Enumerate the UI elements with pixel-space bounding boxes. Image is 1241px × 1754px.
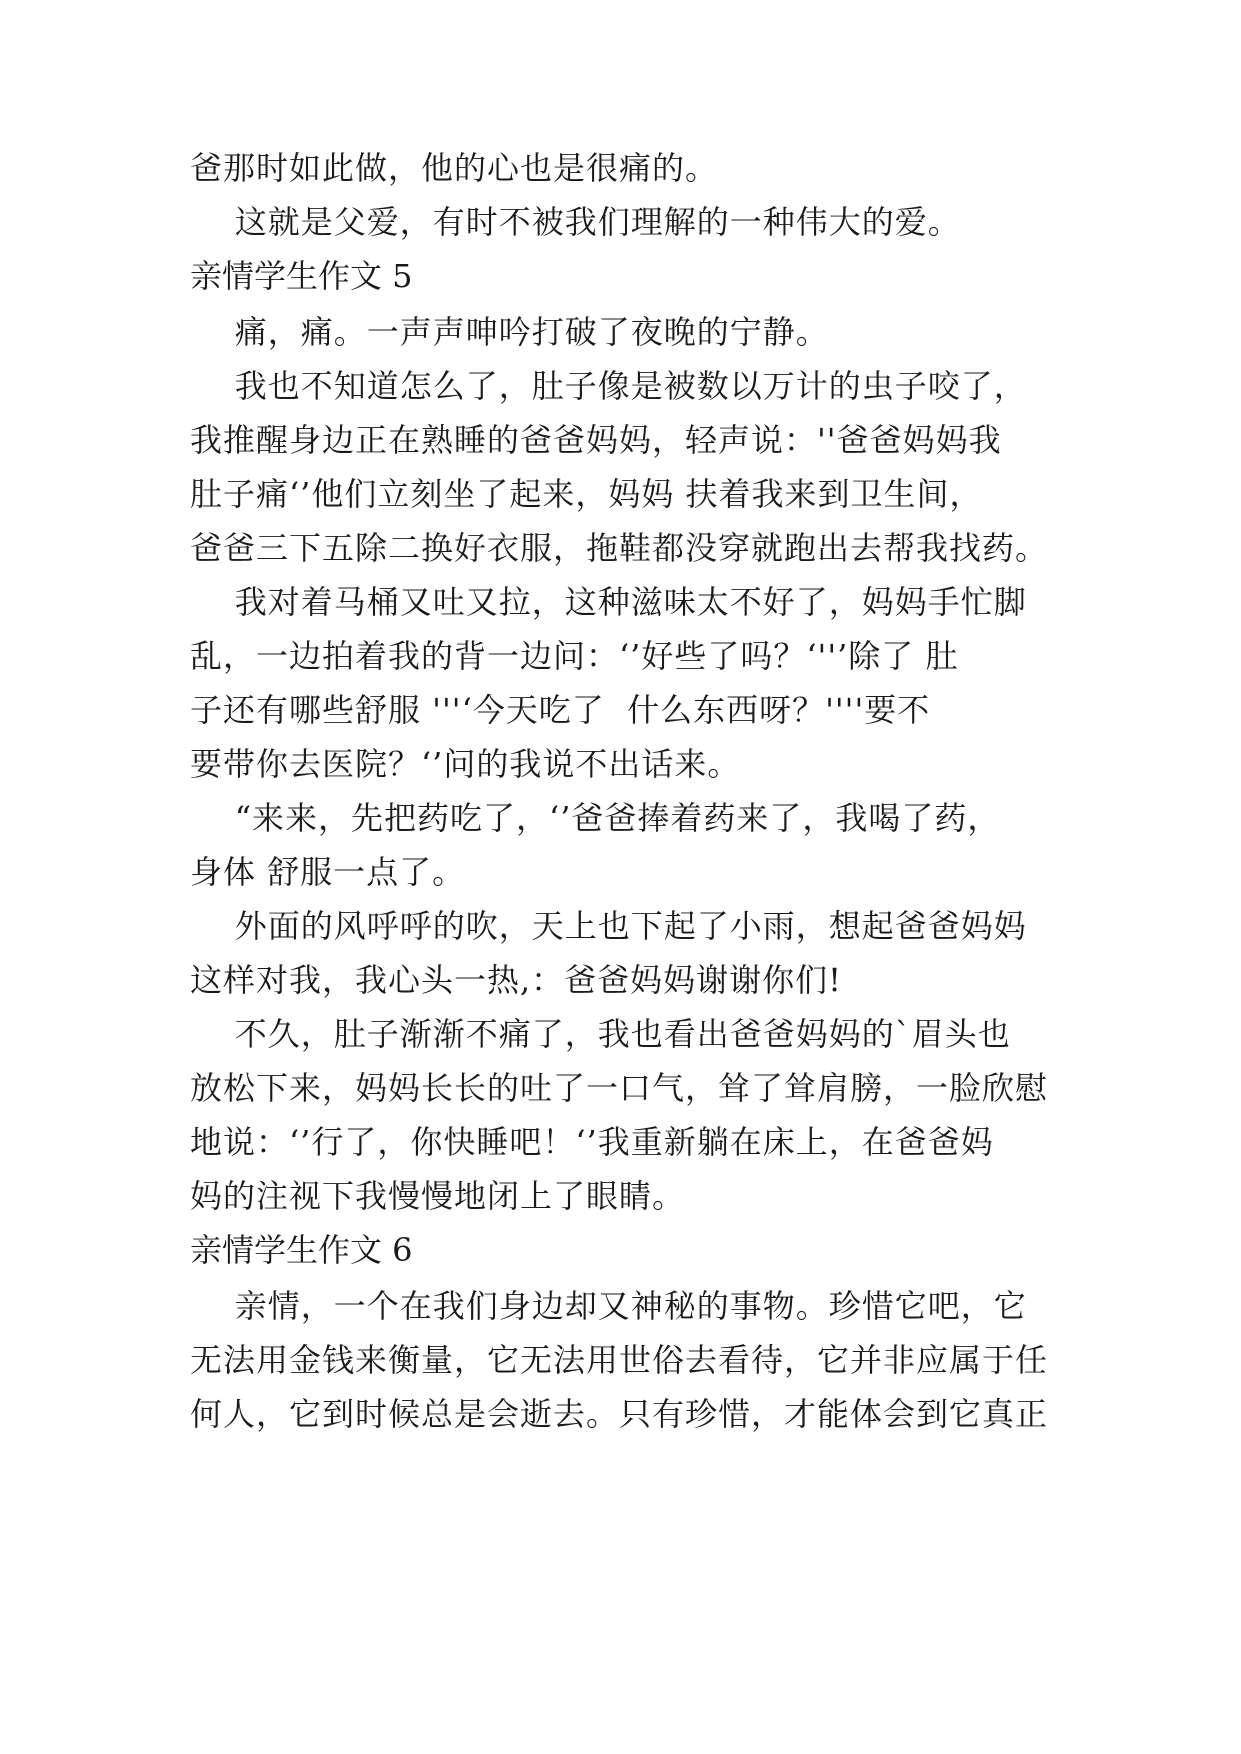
text-line: 爸爸三下五除二换好衣服，拖鞋都没穿就跑出去帮我找药。 — [190, 529, 1049, 567]
text-line: 我对着马桶又吐又拉，这种滋味太不好了，妈妈手忙脚 — [190, 583, 1027, 621]
text-line: 放松下来，妈妈长长的吐了一口气，耸了耸肩膀，一脸欣慰 — [190, 1069, 1049, 1107]
section-heading: 亲情学生作文 5 — [190, 257, 413, 295]
text-line: 这就是父爱，有时不被我们理解的一种伟大的爱。 — [190, 203, 961, 241]
text-line: “来来，先把药吃了，‘’爸爸捧着药来了，我喝了药， — [190, 799, 1001, 837]
text-line: 妈的注视下我慢慢地闭上了眼睛。 — [190, 1177, 686, 1215]
text-line: 地说：‘’行了，你快睡吧！‘’我重新躺在床上，在爸爸妈 — [190, 1123, 994, 1161]
text-line: 我推醒身边正在熟睡的爸爸妈妈，轻声说：''爸爸妈妈我 — [190, 421, 1002, 459]
text-line: 痛，痛。一声声呻吟打破了夜晚的宁静。 — [190, 313, 829, 351]
text-line: 无法用金钱来衡量，它无法用世俗去看待，它并非应属于任 — [190, 1341, 1049, 1379]
text-line: 子还有哪些舒服 '''‘今天吃了 什么东西呀？''''要不 — [190, 691, 931, 729]
text-line: 身体 舒服一点了。 — [190, 853, 466, 891]
text-line: 何人，它到时候总是会逝去。只有珍惜，才能体会到它真正 — [190, 1395, 1049, 1433]
text-line: 肚子痛‘’他们立刻坐了起来，妈妈 扶着我来到卫生间， — [190, 475, 983, 513]
text-line: 我也不知道怎么了，肚子像是被数以万计的虫子咬了， — [190, 367, 1027, 405]
text-line: 乱，一边拍着我的背一边问：‘’好些了吗？‘''’除了 肚 — [190, 637, 959, 675]
text-line: 爸那时如此做，他的心也是很痛的。 — [190, 149, 719, 187]
section-heading: 亲情学生作文 6 — [190, 1231, 413, 1269]
text-line: 这样对我，我心头一热,：爸爸妈妈谢谢你们! — [190, 961, 843, 999]
text-line: 亲情，一个在我们身边却又神秘的事物。珍惜它吧，它 — [190, 1287, 1027, 1325]
text-line: 外面的风呼呼的吹，天上也下起了小雨，想起爸爸妈妈 — [190, 907, 1027, 945]
text-line: 要带你去医院？‘’问的我说不出话来。 — [190, 745, 741, 783]
text-line: 不久，肚子渐渐不痛了，我也看出爸爸妈妈的`眉头也 — [190, 1015, 1011, 1053]
